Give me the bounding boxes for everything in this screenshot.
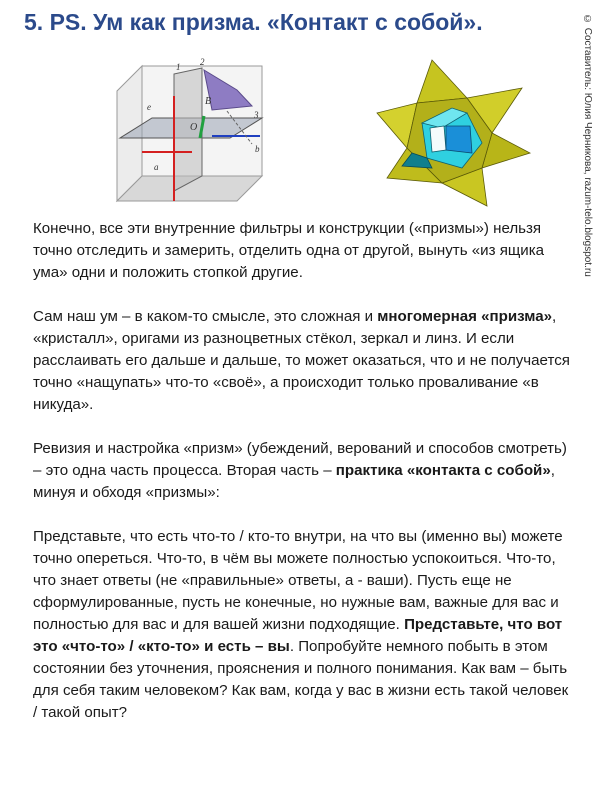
paragraph-1-text: Конечно, все эти внутренние фильтры и конструкции («призмы») нельзя точно отследить и замерить, отделить одна от другой, вынуть «из ящика ума» одни и положить стопкой другие. — [33, 220, 545, 281]
paragraph-4 — [33, 526, 573, 724]
diagram-label-O: O — [190, 122, 198, 133]
author-credit: © Составитель: Юлия Черникова, razum-telo.blogspot.ru — [582, 14, 593, 277]
diagram-label-3: 3 — [254, 110, 259, 120]
diagram-label-a: a — [154, 162, 159, 172]
paragraph-4-bold: Представьте, что вот это «что-то» / «кто-то» и есть – вы — [33, 616, 563, 655]
paragraph-1 — [33, 218, 573, 284]
prism-blue-facet — [446, 126, 472, 153]
diagram-vertical-plane — [174, 68, 202, 191]
paragraph-3 — [33, 438, 573, 504]
diagram-label-e: e — [147, 102, 151, 112]
paragraph-2 — [33, 306, 573, 416]
paragraph-2-text-a: Сам наш ум – в каком-то смысле, это сложная и — [33, 308, 378, 325]
diagram-label-b: b — [255, 144, 260, 154]
paragraph-4-text-a: Представьте, что есть что-то / кто-то внутри, на что вы (именно вы) можете точно опереться. Что-то, в чём вы можете полностью успокоиться. Что-то, что знает ответы (не «правильные» ответы, а - ваши). Пусть еще не сформулированные, пусть не конечные, но нужные вам, важные для вас и полностью для вас и для вашей жизни подходящие. — [33, 528, 563, 633]
paragraph-2-bold: многомерная «призма» — [377, 308, 553, 325]
paragraph-4-text-b: . Попробуйте немного побыть в этом состоянии без уточнения, прояснения и полного понимания. Как вам – быть для себя таким человеком? Как вам, когда у вас в жизни есть такой человек / такой опыт? — [33, 638, 569, 721]
diagram-label-1: 1 — [176, 62, 181, 72]
origami-prism-figure — [372, 58, 532, 208]
page-title: 5. PS. Ум как призма. «Контакт с собой». — [24, 9, 483, 35]
paragraph-3-bold: практика «контакта с собой» — [335, 462, 551, 479]
body-text — [33, 218, 573, 724]
diagram-label-B: B — [205, 96, 212, 107]
planes-diagram — [112, 56, 272, 206]
paragraph-2-text-b: , «кристалл», оригами из разноцветных стёкол, зеркал и линз. И если расслаивать его дальше и дальше, то может оказаться, что и не получается точно «нащупать» что-то «своё», а происходит только проваливание «в никуда». — [33, 308, 570, 413]
prism-star-top — [417, 60, 467, 103]
prism-white-center — [430, 126, 446, 152]
diagram-label-2: 2 — [200, 57, 205, 67]
paragraph-3-text-a: Ревизия и настройка «призм» (убеждений, верований и способов смотреть) – это одна часть процесса. Вторая часть – — [33, 440, 567, 479]
paragraph-3-text-b: , минуя и обходя «призмы»: — [33, 462, 555, 501]
